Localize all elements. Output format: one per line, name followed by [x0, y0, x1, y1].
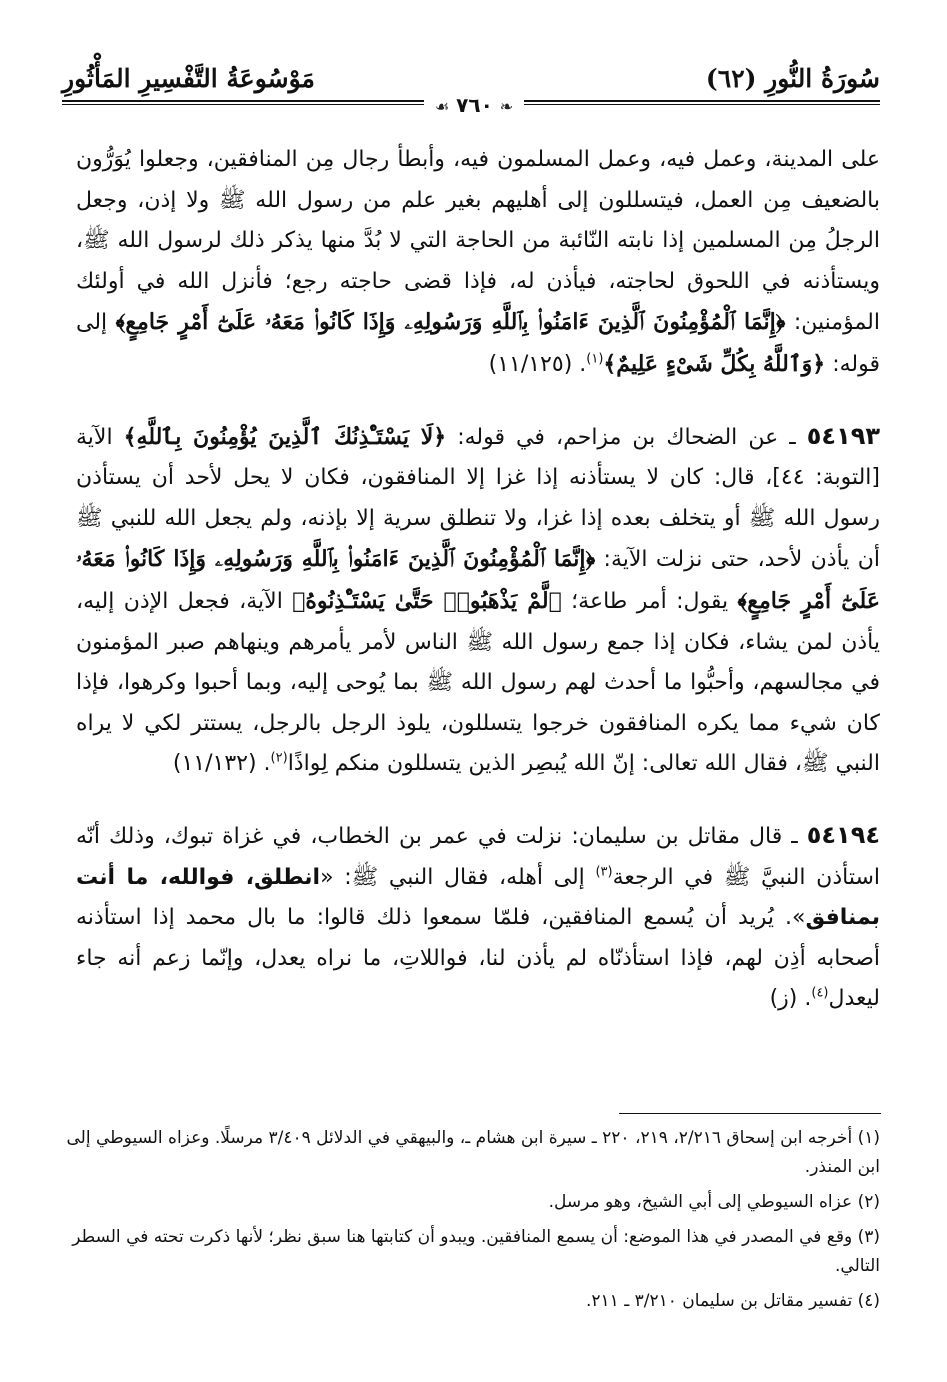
paragraph — [76, 140, 880, 386]
quran-verse: ﴿لَّمْ يَذْهَبُوا۟ حَتَّىٰ يَسْتَـْٔذِنُوهُ﴾ — [292, 587, 562, 614]
text-segment: على المدينة، وعمل فيه، وعمل المسلمون فيه، وأبطأ رجال مِن المنافقين، وجعلوا يُوَرُّون بالضعيف مِن العمل، فيتسللون إلى أهليهم بغير علم من رسول الله ﷺ ولا إذن، وجعل الرجلُ مِن المسلمين إذا نابته النّائبة من الحاجة التي لا بُدَّ منها يذكر ذلك لرسول الله ﷺ، ويستأذنه في اللحوق لحاجته، فيأذن له، فإذا قضى حاجته رجع؛ فأنزل الله في أولئك المؤمنين: — [76, 147, 880, 336]
footnote: (٤) تفسير مقاتل بن سليمان ٣/٢١٠ ـ ٢١١. — [586, 1291, 880, 1311]
text-segment: يقول: أمر طاعة؛ — [561, 588, 738, 614]
text-segment: الآية، فجعل الإذن إليه، يأذن لمن يشاء، فكان إذا جمع رسول الله ﷺ الناس لأمر يأمرهم وينهاهم صبر المؤمنون في مجالسهم، وأحبُّوا ما أحدث لهم رسول الله ﷺ بما يُوحى إليه، وبما أحبوا وكرهوا، فإذا كان شيء مما يكره المنافقون خرجوا يتسللون، يلوذ الرجل بالرجل، يستتر لكي لا يراه النبي ﷺ، فقال الله تعالى: إنّ الله يُبصِر الذين يتسللون منكم لِواذًا — [76, 588, 880, 777]
footnote-marker: (٣) — [595, 864, 613, 880]
entry-number: ٥٤١٩٤ — [806, 820, 880, 849]
quran-verse: ﴿وَٱللَّهُ بِكُلِّ شَىْءٍ عَلِيمٌ﴾ — [603, 350, 826, 377]
text-segment: إلى قوله: — [76, 310, 880, 377]
entry-number: ٥٤١٩٣ — [806, 421, 881, 450]
text-segment: . (١١/١٢٥) — [488, 351, 587, 377]
footnote: (٣) وقع في المصدر في هذا الموضع: أن يسمع المنافقين. ويبدو أن كتابتها هنا سبق نظر؛ لأنها ذكرت تحته في السطر التالي. — [72, 1227, 880, 1276]
paragraph — [76, 416, 880, 785]
quran-verse: ﴿لَا يَسْتَـْٔذِنُكَ ٱلَّذِينَ يُؤْمِنُونَ بِٱللَّهِ﴾ — [123, 423, 447, 450]
bold-quote: انطلق، فوالله، ما أنت بمنافق — [76, 864, 880, 931]
footnote-marker: (١) — [586, 351, 604, 367]
text-segment: الآية [التوبة: ٤٤]، قال: كان لا يستأذنه إذا غزا إلا المنافقون، فكان لا يحل لأحد أن يستأذن رسول الله ﷺ أو يتخلف بعده إذا غزا، ولا تنطلق سرية إلا بإذنه، ولم يجعل الله للنبي ﷺ أن يأذن لأحد، حتى نزلت الآية: — [76, 424, 881, 573]
quran-verse: ﴿إِنَّمَا ٱلْمُؤْمِنُونَ ٱلَّذِينَ ءَامَنُوا۟ بِٱللَّهِ وَرَسُولِهِۦ وَإِذَا كَانُوا۟ مَعَهُۥ عَلَىٰٓ أَمْرٍ جَامِعٍ﴾ — [76, 546, 880, 614]
text-segment: . (ز) — [769, 986, 812, 1012]
main-text — [76, 140, 880, 1020]
footnote: (١) أخرجه ابن إسحاق ٢/٢١٦، ٢١٩، ٢٢٠ ـ سيرة ابن هشام ـ، والبيهقي في الدلائل ٣/٤٠٩ مرسلًا. وعزاه السيوطي إلى ابن المنذر. — [66, 1128, 880, 1177]
ornament-left-icon: ☙ — [434, 97, 450, 116]
page-number-box — [424, 90, 524, 120]
page-number: ٧٦٠ — [456, 93, 493, 117]
footnote-rule — [619, 1113, 881, 1114]
book-title: مَوْسُوعَةُ التَّفْسِيرِ المَأْثُورِ — [62, 64, 315, 93]
text-segment: . (١١/١٣٢) — [172, 751, 271, 777]
footnote-marker: (٢) — [270, 750, 288, 766]
quran-verse: ﴿إِنَّمَا ٱلْمُؤْمِنُونَ ٱلَّذِينَ ءَامَنُوا۟ بِٱللَّهِ وَرَسُولِهِۦ وَإِذَا كَانُوا۟ مَعَهُۥ عَلَىٰٓ أَمْرٍ جَامِعٍ﴾ — [115, 309, 786, 336]
text-segment: ». يُريد أن يُسمع المنافقين، فلمّا سمعوا ذلك قالوا: ما بال محمد إذا استأذنه أصحابه أذِن لهم، فإذا استأذنّاه لم يأذن لنا، فواللاتِ، ما نراه يعدل، وإنّما زعم أنه جاء ليعدل — [76, 905, 880, 1012]
footnote: (٢) عزاه السيوطي إلى أبي الشيخ، وهو مرسل. — [548, 1192, 880, 1212]
footnotes — [64, 1124, 880, 1322]
text-segment: ـ قال مقاتل بن سليمان: نزلت في عمر بن الخطاب، في غزاة تبوك، وذلك أنّه استأذن النبيَّ ﷺ في الرجعة — [76, 823, 881, 890]
text-segment: إلى أهله، فقال النبي ﷺ: « — [320, 864, 596, 890]
footnote-marker: (٤) — [811, 985, 829, 1001]
ornament-right-icon: ❧ — [499, 97, 514, 116]
text-segment: ـ عن الضحاك بن مزاحم، في قوله: — [446, 424, 807, 450]
surah-title: سُورَةُ النُّورِ (٦٢) — [705, 64, 880, 93]
paragraph — [76, 815, 880, 1020]
